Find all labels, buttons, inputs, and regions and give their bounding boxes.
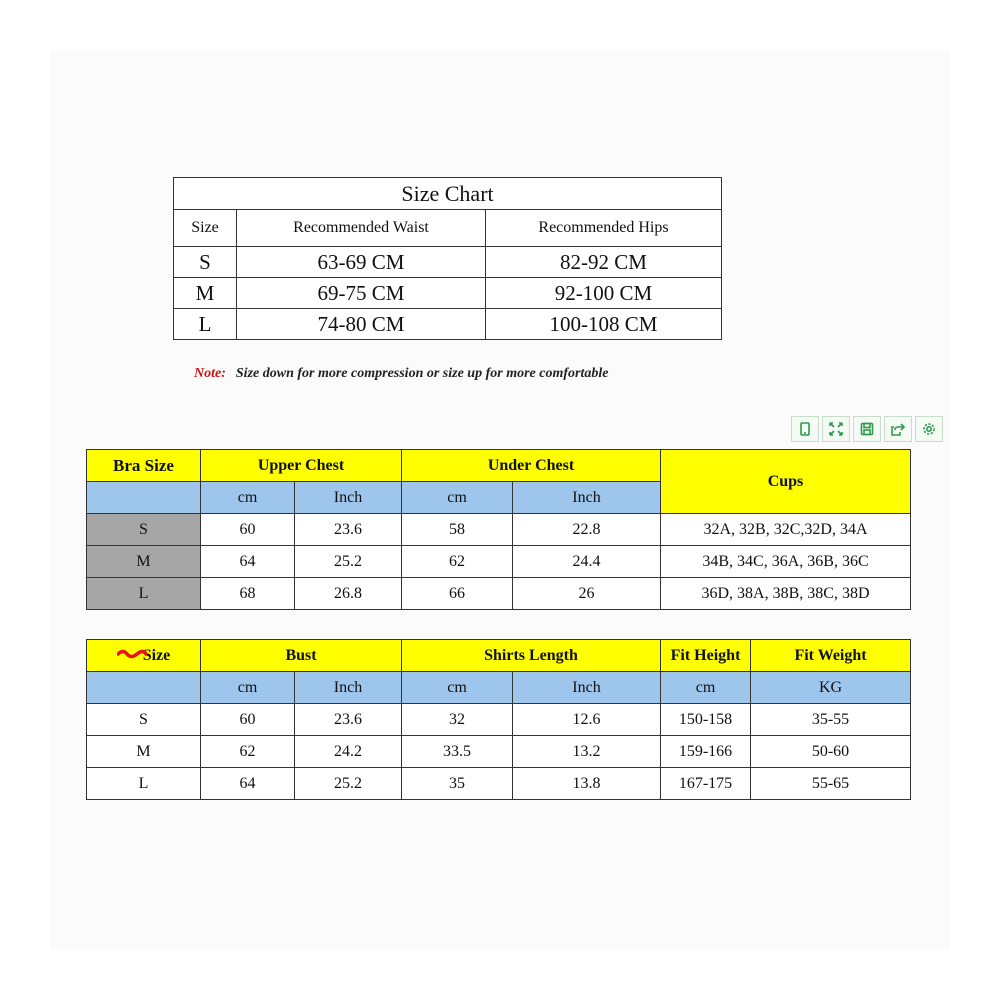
- cell-size: L: [87, 578, 201, 610]
- size-chart-title: Size Chart: [174, 178, 722, 210]
- size-chart-table: [173, 177, 722, 340]
- table-row: [87, 704, 911, 736]
- image-toolbar: [788, 416, 943, 442]
- table-row: [174, 247, 722, 278]
- size-header-label: Size: [142, 646, 171, 664]
- unit-cell: Inch: [295, 482, 402, 514]
- cell-cups: 36D, 38A, 38B, 38C, 38D: [661, 578, 911, 610]
- shirts-length-header: Shirts Length: [402, 640, 661, 672]
- upper-chest-header: Upper Chest: [201, 450, 402, 482]
- cell-size: M: [87, 736, 201, 768]
- unit-cell: cm: [201, 482, 295, 514]
- unit-blank: [87, 482, 201, 514]
- fit-weight-header: Fit Weight: [751, 640, 911, 672]
- cell-waist: 69-75 CM: [237, 278, 486, 309]
- unit-cell: cm: [402, 672, 513, 704]
- cell-value: 68: [201, 578, 295, 610]
- bust-header: Bust: [201, 640, 402, 672]
- table-row: [174, 278, 722, 309]
- cell-value: 22.8: [513, 514, 661, 546]
- unit-cell: Inch: [513, 672, 661, 704]
- note-text: Size down for more compression or size up for more comfortable: [235, 366, 609, 381]
- cell-value: 33.5: [402, 736, 513, 768]
- cell-value: 55-65: [751, 768, 911, 800]
- cell-value: 60: [201, 704, 295, 736]
- shirt-size-table: [86, 639, 911, 800]
- cell-value: 159-166: [661, 736, 751, 768]
- unit-cell: KG: [751, 672, 911, 704]
- fit-height-header: Fit Height: [661, 640, 751, 672]
- table-row: [87, 768, 911, 800]
- cups-header: Cups: [661, 450, 911, 514]
- cell-size: S: [174, 247, 237, 278]
- table-row: [87, 546, 911, 578]
- unit-cell: cm: [201, 672, 295, 704]
- note-label: Note:: [194, 366, 226, 381]
- cell-value: 60: [201, 514, 295, 546]
- size-note: [194, 366, 608, 382]
- cell-value: 150-158: [661, 704, 751, 736]
- cell-value: 62: [402, 546, 513, 578]
- cell-value: 58: [402, 514, 513, 546]
- cell-value: 167-175: [661, 768, 751, 800]
- shirt-size-header: [87, 640, 201, 672]
- cell-cups: 34B, 34C, 36A, 36B, 36C: [661, 546, 911, 578]
- table-row: [87, 736, 911, 768]
- cell-hips: 100-108 CM: [486, 309, 722, 340]
- cell-value: 23.6: [295, 704, 402, 736]
- cell-value: 26.8: [295, 578, 402, 610]
- header-hips: Recommended Hips: [486, 210, 722, 247]
- cell-value: 64: [201, 546, 295, 578]
- under-chest-header: Under Chest: [402, 450, 661, 482]
- cell-value: 50-60: [751, 736, 911, 768]
- table-row: [87, 514, 911, 546]
- cell-value: 24.2: [295, 736, 402, 768]
- cell-value: 66: [402, 578, 513, 610]
- size-chart-header-row: [174, 210, 722, 247]
- cell-value: 32: [402, 704, 513, 736]
- cell-hips: 82-92 CM: [486, 247, 722, 278]
- unit-blank: [87, 672, 201, 704]
- bra-header-row: [87, 450, 911, 482]
- cell-value: 25.2: [295, 546, 402, 578]
- shirt-header-row: [87, 640, 911, 672]
- cell-value: 13.8: [513, 768, 661, 800]
- expand-icon[interactable]: [822, 416, 850, 442]
- cell-size: M: [87, 546, 201, 578]
- cell-value: 35-55: [751, 704, 911, 736]
- header-waist: Recommended Waist: [237, 210, 486, 247]
- unit-cell: Inch: [295, 672, 402, 704]
- cell-waist: 74-80 CM: [237, 309, 486, 340]
- cell-size: L: [87, 768, 201, 800]
- share-icon[interactable]: [884, 416, 912, 442]
- cell-value: 24.4: [513, 546, 661, 578]
- settings-icon[interactable]: [915, 416, 943, 442]
- cell-waist: 63-69 CM: [237, 247, 486, 278]
- bra-size-header: Bra Size: [87, 450, 201, 482]
- cell-value: 62: [201, 736, 295, 768]
- table-row: [174, 309, 722, 340]
- cell-size: S: [87, 704, 201, 736]
- shirt-units-row: [87, 672, 911, 704]
- unit-cell: cm: [402, 482, 513, 514]
- cell-hips: 92-100 CM: [486, 278, 722, 309]
- redacted-scribble: [117, 649, 147, 659]
- cell-value: 23.6: [295, 514, 402, 546]
- unit-cell: cm: [661, 672, 751, 704]
- cell-value: 35: [402, 768, 513, 800]
- cell-value: 12.6: [513, 704, 661, 736]
- table-row: [87, 578, 911, 610]
- bra-size-table: [86, 449, 911, 610]
- cell-size: S: [87, 514, 201, 546]
- cell-size: L: [174, 309, 237, 340]
- unit-cell: Inch: [513, 482, 661, 514]
- cell-value: 25.2: [295, 768, 402, 800]
- cell-size: M: [174, 278, 237, 309]
- cell-cups: 32A, 32B, 32C,32D, 34A: [661, 514, 911, 546]
- header-size: Size: [174, 210, 237, 247]
- save-icon[interactable]: [853, 416, 881, 442]
- cell-value: 13.2: [513, 736, 661, 768]
- phone-icon[interactable]: [791, 416, 819, 442]
- cell-value: 26: [513, 578, 661, 610]
- cell-value: 64: [201, 768, 295, 800]
